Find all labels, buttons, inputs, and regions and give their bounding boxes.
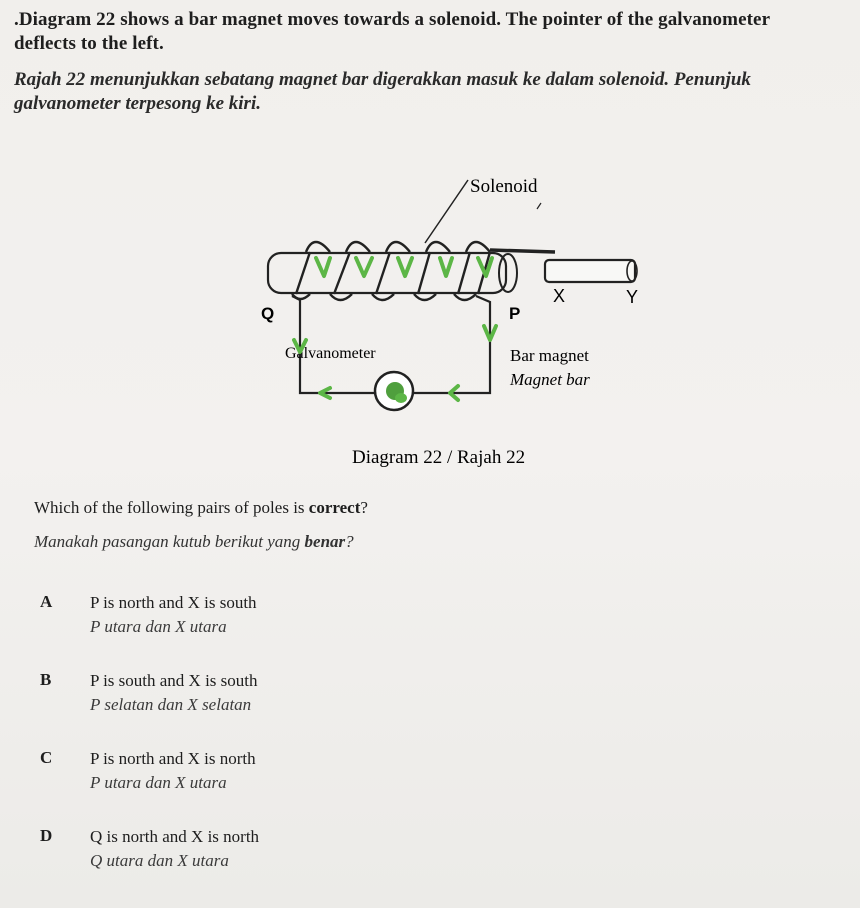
option-text-malay: P utara dan X utara	[90, 773, 227, 792]
prompt-ms-text: Manakah pasangan kutub berikut yang	[34, 532, 305, 551]
prompt-malay	[34, 531, 834, 553]
question-en-line-1: .Diagram 22 shows a bar magnet moves towards a solenoid. The pointer of the galvanometer	[14, 9, 771, 30]
option-b[interactable]	[40, 670, 540, 748]
pole-label-p: P	[509, 304, 521, 323]
option-letter: A	[40, 592, 53, 611]
option-letter: B	[40, 670, 52, 689]
arrow-mark	[316, 258, 330, 276]
question-ms-line-2: galvanometer terpesong ke kiri.	[14, 93, 261, 114]
prompt-ms-end: ?	[345, 532, 354, 551]
magnet-end-label-y: Y	[626, 287, 639, 307]
question-ms-line-1: Rajah 22 menunjukkan sebatang magnet bar digerakkan masuk ke dalam solenoid. Penunjuk	[14, 69, 751, 90]
arrow-mark	[398, 258, 412, 276]
solenoid-label: Solenoid	[470, 176, 538, 197]
prompt-ms-emphasis: benar	[304, 532, 346, 551]
option-d[interactable]	[40, 826, 540, 904]
pole-label-q: Q	[261, 304, 275, 323]
solenoid-pointer-tick	[537, 203, 541, 209]
prompt-english	[34, 497, 834, 519]
option-text-malay: P utara dan X utara	[90, 617, 227, 636]
option-text-english: P is north and X is north	[90, 749, 256, 768]
option-a[interactable]	[40, 592, 540, 670]
bar-magnet	[545, 260, 637, 282]
answer-options	[40, 592, 540, 904]
question-en-line-2: deflects to the left.	[14, 33, 164, 54]
option-text-malay: P selatan dan X selatan	[90, 695, 252, 714]
arrow-mark	[356, 258, 372, 276]
question-prompt	[34, 497, 834, 553]
galvanometer-label: Galvanometer	[285, 345, 376, 362]
option-c[interactable]	[40, 748, 540, 826]
bar-magnet-label: Bar magnet	[510, 346, 589, 365]
solenoid-pointer-line	[425, 180, 468, 243]
bar-magnet-label-malay: Magnet bar	[510, 370, 590, 389]
option-text-english: P is south and X is south	[90, 671, 258, 690]
option-letter: D	[40, 826, 53, 845]
magnet-end-label-x: X	[553, 286, 566, 306]
arrow-mark	[440, 258, 452, 276]
option-text-english: P is north and X is south	[90, 593, 257, 612]
option-letter: C	[40, 748, 53, 767]
option-text-malay: Q utara dan X utara	[90, 851, 229, 870]
diagram-caption: Diagram 22 / Rajah 22	[352, 447, 526, 468]
galvanometer	[375, 372, 413, 410]
prompt-en-end: ?	[360, 498, 368, 517]
solenoid-coil	[292, 242, 555, 300]
prompt-en-text: Which of the following pairs of poles is	[34, 498, 309, 517]
prompt-en-emphasis: correct	[308, 498, 361, 517]
option-text-english: Q is north and X is north	[90, 827, 260, 846]
